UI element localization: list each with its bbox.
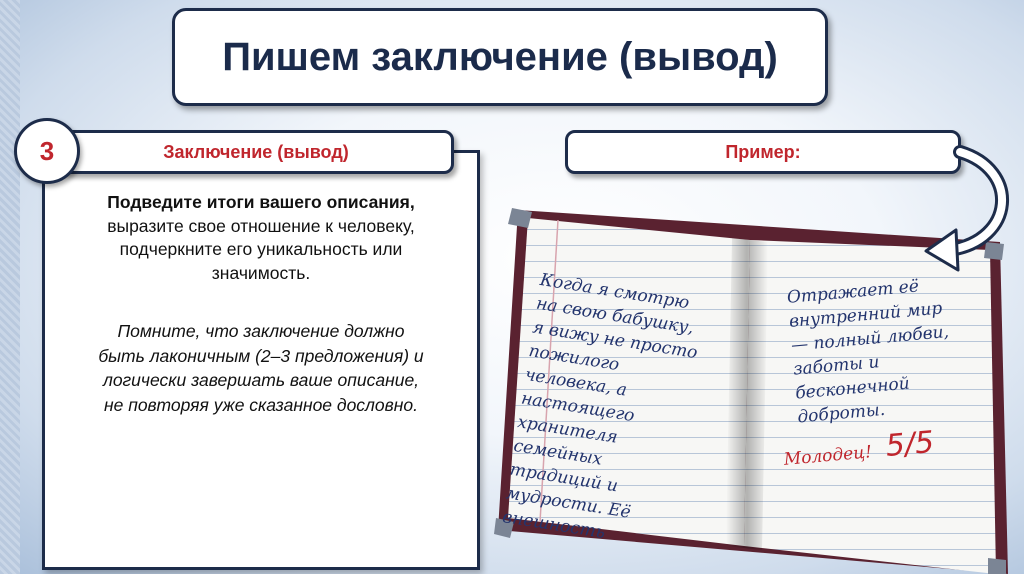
score-text: 5/5 xyxy=(884,424,936,464)
step-number: 3 xyxy=(39,135,55,166)
note-line: Помните, что заключение должно xyxy=(117,321,405,341)
note-line: не повторяя уже сказанное дословно. xyxy=(103,394,419,415)
example-header-label: Пример: xyxy=(725,141,801,162)
page-title: Пишем заключение (вывод) xyxy=(222,34,778,79)
note-line: быть лаконичным (2–3 предложения) и xyxy=(98,345,424,366)
decorative-frame xyxy=(0,0,20,574)
instructions-panel xyxy=(42,150,480,570)
notebook-right-page-text: Отражает её внутренний мир — полный любви, заботы и бесконечной доброты. xyxy=(786,276,950,428)
instructions-note xyxy=(55,319,467,417)
step-number-badge xyxy=(14,118,80,184)
section-header xyxy=(58,130,454,174)
instructions-line-3: значимость. xyxy=(211,262,311,283)
title-box xyxy=(172,8,828,106)
instructions-bold: Подведите итоги вашего описания, xyxy=(107,192,415,212)
instructions-line-2: подчеркните его уникальность или xyxy=(119,239,403,259)
example-header xyxy=(565,130,961,174)
notebook-left-page-text: Когда я смотрю на свою бабушку, я вижу не просто пожилого человека, а настоящего хранителя семейных традиций и мудрости. Её внешность xyxy=(501,269,699,543)
praise-text: Молодец! xyxy=(783,442,873,470)
instructions-main xyxy=(55,191,467,285)
note-line: логически завершать ваше описание, xyxy=(102,370,420,390)
instructions-line-1: выразите свое отношение к человеку, xyxy=(107,215,415,236)
section-header-label: Заключение (вывод) xyxy=(163,141,349,162)
curved-arrow-icon xyxy=(920,140,1015,275)
